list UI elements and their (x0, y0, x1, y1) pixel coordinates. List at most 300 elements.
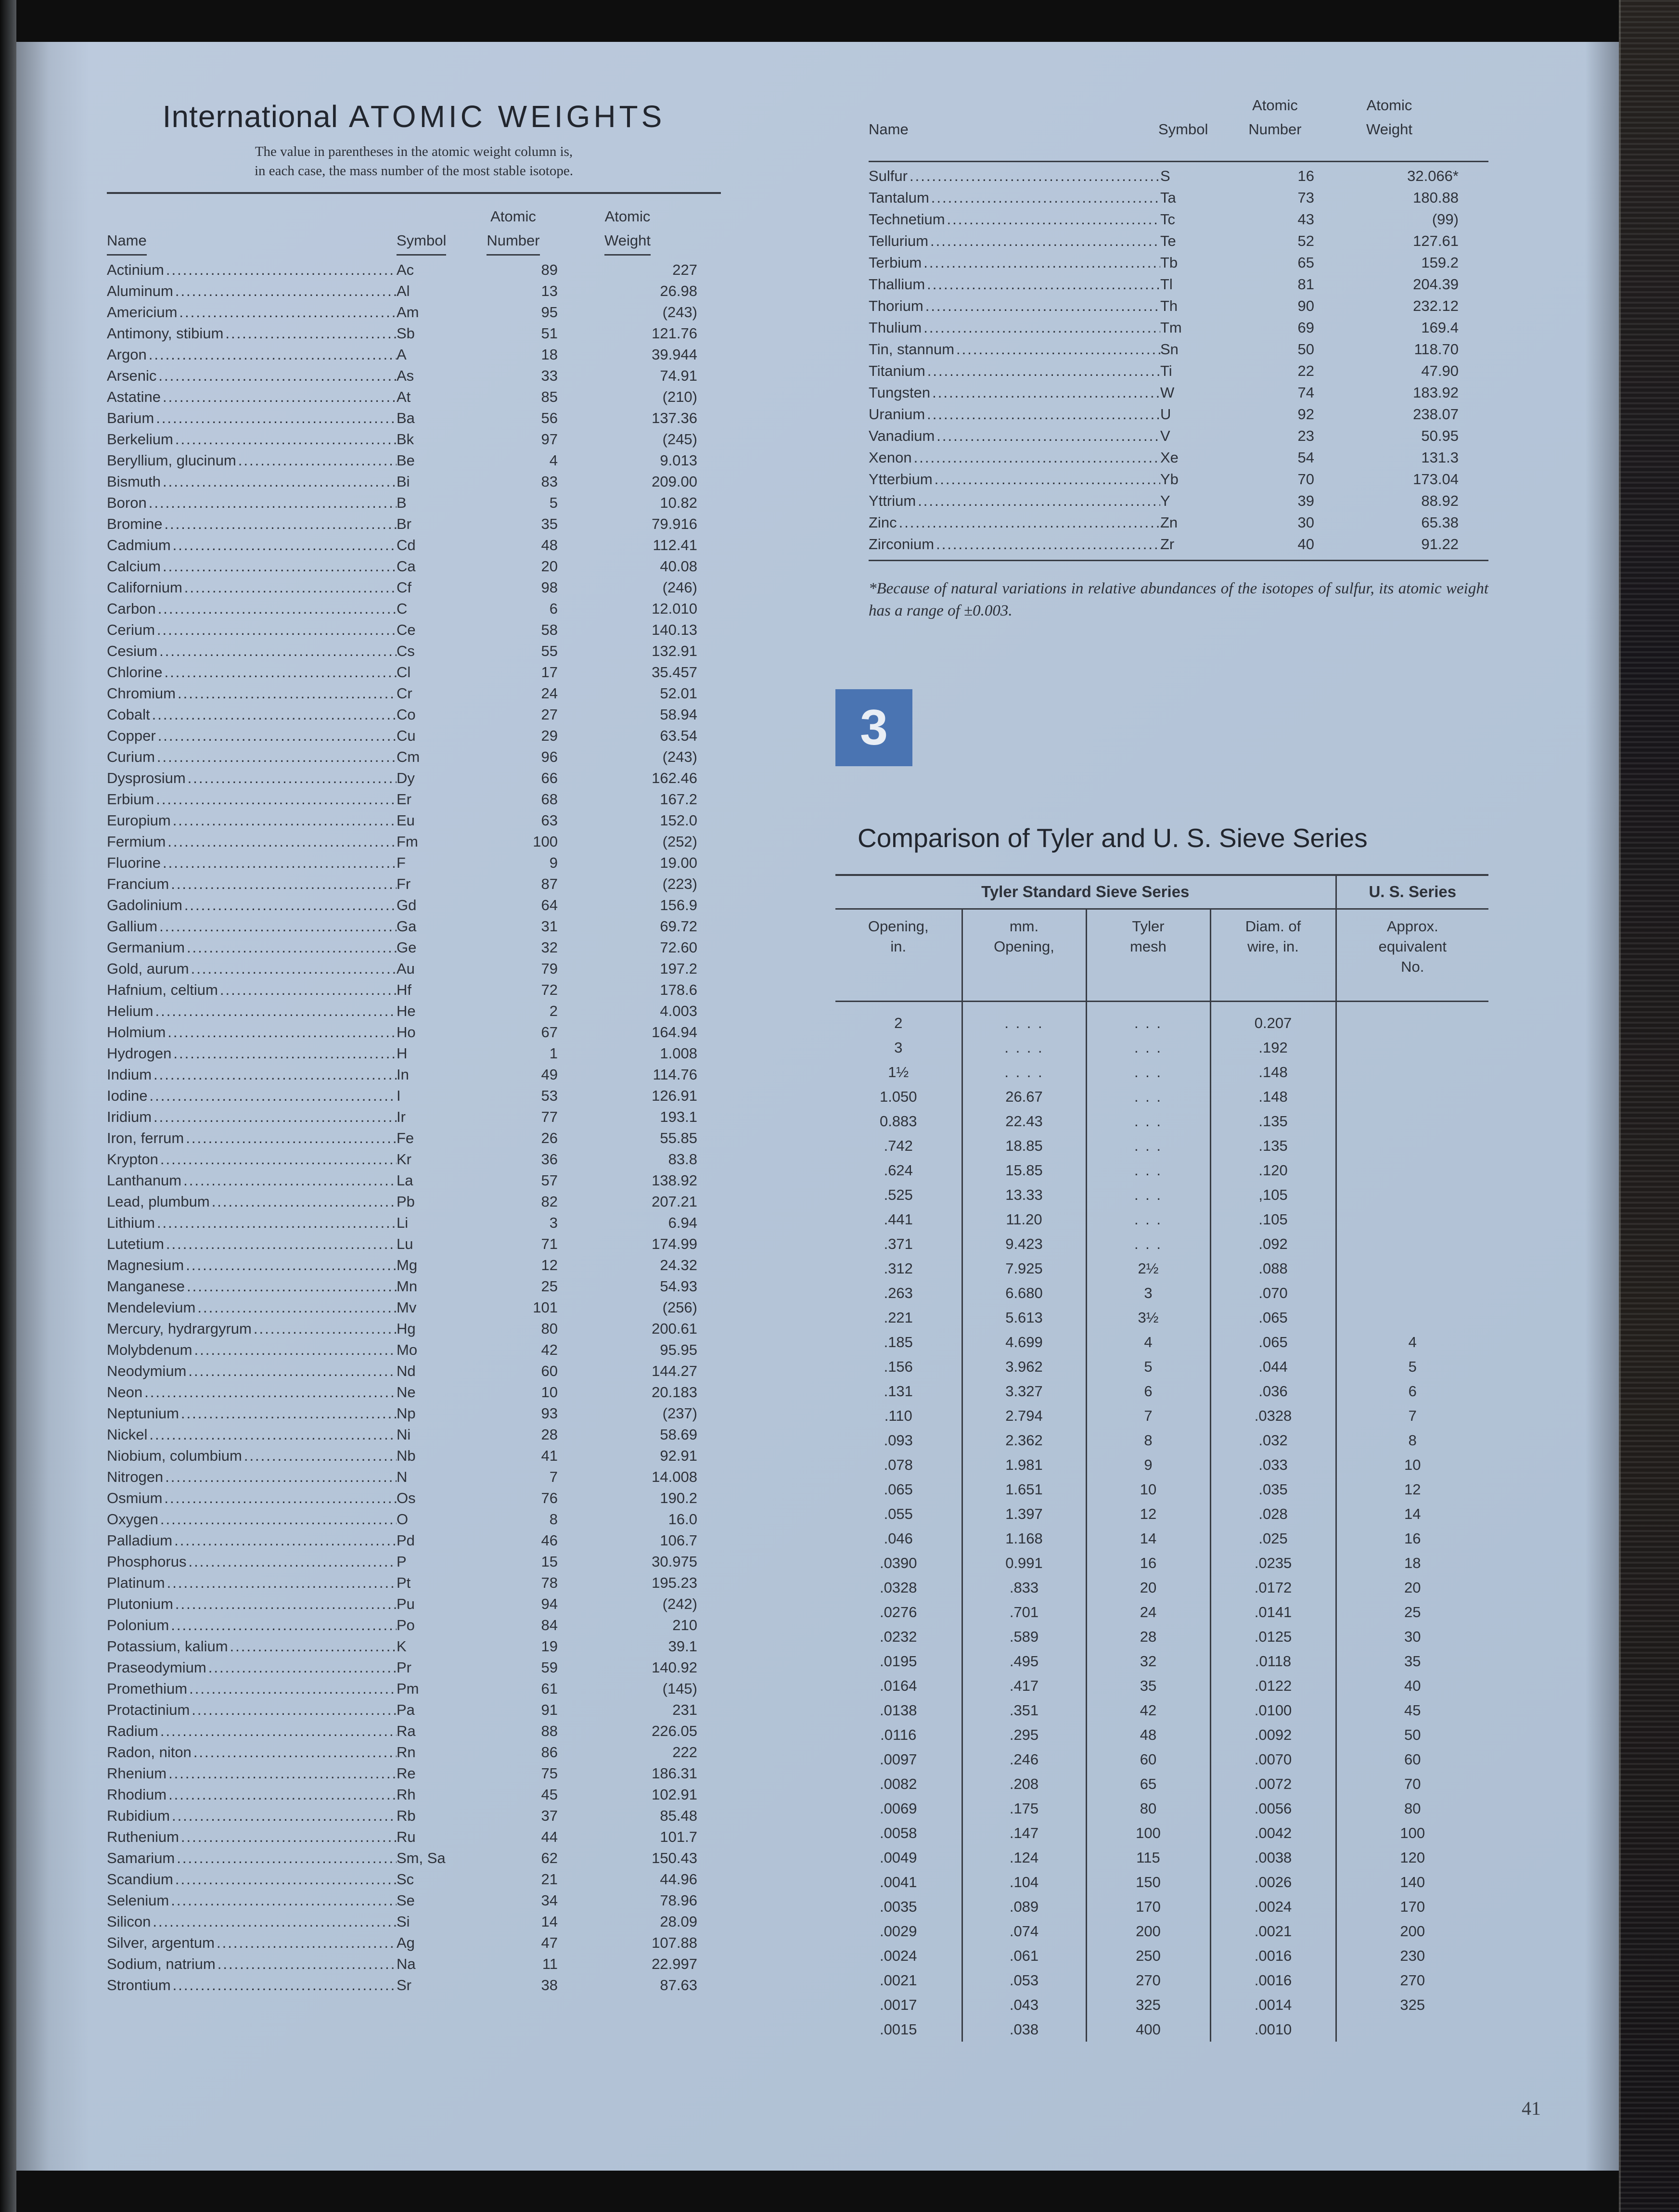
cell: Gd (397, 897, 417, 913)
cell: .028 (1210, 1502, 1336, 1526)
book-fore-edge (1619, 0, 1679, 2212)
table-row (869, 187, 1488, 208)
cell: Al (397, 283, 410, 299)
table-row (107, 1805, 721, 1826)
table-row (107, 746, 721, 768)
dot-leader (147, 1085, 397, 1106)
element-name-cell: Zirconium ..... (869, 533, 1160, 555)
cell: 17 (541, 664, 558, 681)
table-row (835, 1993, 1488, 2017)
cell: . . . (1086, 1001, 1210, 1035)
cell: .036 (1210, 1379, 1336, 1403)
table-row (107, 725, 721, 746)
element-name-cell: Promethium ..... (107, 1678, 397, 1699)
element-name-cell: Lutetium ..... (107, 1234, 397, 1255)
cell: 127.61 (1413, 232, 1459, 249)
cell: .053 (962, 1968, 1086, 1993)
cell: 200.61 (652, 1320, 697, 1337)
cell: Cm (397, 748, 420, 765)
table-row (869, 273, 1488, 295)
dot-leader (162, 514, 397, 535)
cell: 156.9 (660, 897, 697, 913)
cell (1336, 1060, 1488, 1084)
cell: .089 (962, 1894, 1086, 1919)
element-name-cell: Thorium ..... (869, 295, 1160, 317)
cell: 80 (541, 1320, 558, 1337)
table-row (869, 447, 1488, 468)
cell: 56 (541, 410, 558, 426)
cell: 174.99 (652, 1235, 697, 1252)
table-row (107, 1318, 721, 1339)
table-row (107, 1466, 721, 1488)
cell: F (397, 854, 406, 871)
cell: 186.31 (652, 1765, 697, 1782)
cell: 9.423 (962, 1232, 1086, 1256)
cell: 270 (1086, 1968, 1210, 1993)
table-row (107, 1276, 721, 1297)
cell: 27 (541, 706, 558, 723)
element-name-cell: Holmium ..... (107, 1022, 397, 1043)
cell: 45 (541, 1786, 558, 1803)
table-row (869, 360, 1488, 382)
table-row (107, 1191, 721, 1212)
cell: 43 (1297, 211, 1314, 228)
cell: 58.94 (660, 706, 697, 723)
cell: 58 (541, 621, 558, 638)
cell: 178.6 (660, 981, 697, 998)
cell: Si (397, 1913, 410, 1930)
cell: 23 (1297, 427, 1314, 444)
cell: .055 (884, 1505, 913, 1522)
cell: (245) (662, 431, 697, 448)
table-row (107, 1572, 721, 1594)
table-row (869, 425, 1488, 447)
cell: 150.43 (652, 1850, 697, 1866)
dot-leader (162, 662, 397, 683)
cell: 88.92 (1421, 492, 1459, 509)
cell: .0056 (1210, 1796, 1336, 1821)
cell: 47 (541, 1934, 558, 1951)
dot-leader (916, 490, 1160, 512)
tyler-series-header: Tyler Standard Sieve Series (835, 875, 1336, 909)
table-row (835, 1526, 1488, 1551)
table-row (107, 492, 721, 514)
cell: 95 (541, 304, 558, 321)
table-row (835, 1379, 1488, 1403)
cell: .147 (962, 1821, 1086, 1845)
element-name-cell: Iron, ferrum ..... (107, 1128, 397, 1149)
element-name-cell: Rhodium ..... (107, 1784, 397, 1805)
element-name-cell: Palladium ..... (107, 1530, 397, 1551)
cell: 4.699 (962, 1330, 1086, 1354)
table-row (835, 1354, 1488, 1379)
table-row (107, 1721, 721, 1742)
sieve-section-title: Comparison of Tyler and U. S. Sieve Series (858, 823, 1368, 853)
dot-leader (186, 768, 397, 789)
dot-leader (147, 344, 397, 365)
cell: Mo (397, 1341, 418, 1358)
cell: .417 (962, 1673, 1086, 1698)
element-name-cell: Hafnium, celtium ..... (107, 979, 397, 1001)
cell: Rh (397, 1786, 416, 1803)
cell: N (397, 1468, 408, 1485)
cell: 89 (541, 261, 558, 278)
cell: Sc (397, 1871, 414, 1888)
table-row (869, 490, 1488, 512)
cell: Nd (397, 1363, 416, 1379)
element-name-cell: Thallium ..... (869, 273, 1160, 295)
cell: Pu (397, 1595, 415, 1612)
cell: .0141 (1210, 1600, 1336, 1624)
dot-leader (186, 1361, 397, 1382)
table-row (869, 403, 1488, 425)
table-row (107, 1064, 721, 1085)
cell: 159.2 (1421, 254, 1459, 271)
cell: .135 (1210, 1109, 1336, 1133)
atomic-weights-subtitle (107, 142, 721, 180)
column-header: mm. Opening, (962, 909, 1086, 1001)
element-name-cell: Lanthanum ..... (107, 1170, 397, 1191)
cell: .351 (962, 1698, 1086, 1723)
table-row (107, 1615, 721, 1636)
cell: 12 (1336, 1477, 1488, 1502)
cell: Cs (397, 643, 415, 659)
cell: 1.397 (962, 1502, 1086, 1526)
table-row (835, 1551, 1488, 1575)
cell: Ca (397, 558, 416, 575)
dot-leader (210, 1191, 397, 1212)
dot-leader (175, 1848, 397, 1869)
cell: 162.46 (652, 770, 697, 786)
cell: 73 (1297, 189, 1314, 206)
dot-leader (177, 302, 397, 323)
atomic-table-right-body (869, 165, 1488, 560)
element-name-cell: Scandium ..... (107, 1869, 397, 1890)
cell: 60 (1336, 1747, 1488, 1772)
element-name-cell: Cerium ..... (107, 619, 397, 641)
element-name-cell: Gallium ..... (107, 916, 397, 937)
cell: 79 (541, 960, 558, 977)
cell: Mn (397, 1278, 418, 1295)
element-name-cell: Lithium ..... (107, 1212, 397, 1234)
cell: 74.91 (660, 367, 697, 384)
cell: 1.050 (879, 1088, 917, 1105)
table-row (107, 1445, 721, 1466)
cell: Ga (397, 918, 417, 935)
cell: .0010 (1210, 2017, 1336, 2042)
cell: (145) (662, 1680, 697, 1697)
table-row (869, 533, 1488, 555)
element-name-cell: Mendelevium ..... (107, 1297, 397, 1318)
table-row (835, 1109, 1488, 1133)
cell: O (397, 1511, 409, 1528)
cell: .035 (1210, 1477, 1336, 1502)
cell: 26 (541, 1130, 558, 1146)
element-name-cell: Radon, niton ..... (107, 1742, 397, 1763)
table-row (107, 1509, 721, 1530)
cell: 112.41 (653, 537, 697, 553)
cell: 9 (1086, 1453, 1210, 1477)
cell: .0138 (879, 1701, 917, 1719)
cell: 29 (541, 727, 558, 744)
table-row (107, 1106, 721, 1128)
cell: .175 (962, 1796, 1086, 1821)
cell: .078 (884, 1456, 913, 1473)
cell: .065 (1210, 1330, 1336, 1354)
cell: .371 (884, 1235, 913, 1252)
dot-leader (171, 810, 397, 831)
cell: 20 (1336, 1575, 1488, 1600)
cell: .0041 (879, 1873, 917, 1890)
cell: Te (1160, 232, 1176, 249)
table-row (835, 1207, 1488, 1232)
cell: Y (1160, 492, 1170, 509)
element-name-cell: Strontium ..... (107, 1975, 397, 1996)
element-name-cell: Indium ..... (107, 1064, 397, 1085)
dot-leader (169, 1615, 397, 1636)
cell: 30.975 (652, 1553, 697, 1570)
dot-leader (157, 916, 397, 937)
dot-leader (185, 937, 397, 958)
column-header-atomic-number: Atomic Number (469, 205, 558, 256)
dot-leader (156, 598, 397, 619)
element-name-cell: Erbium ..... (107, 789, 397, 810)
cell: 0.883 (879, 1112, 917, 1130)
dot-leader (195, 1297, 397, 1318)
cell: 270 (1336, 1968, 1488, 1993)
cell: Zn (1160, 514, 1178, 531)
cell: .0049 (879, 1849, 917, 1866)
element-name-cell: Osmium ..... (107, 1488, 397, 1509)
dot-leader (216, 1954, 397, 1975)
table-row (835, 1796, 1488, 1821)
dot-leader (161, 556, 397, 577)
table-row (107, 598, 721, 619)
table-row (107, 1932, 721, 1954)
cell: 5 (1086, 1354, 1210, 1379)
table-row (869, 317, 1488, 338)
dot-leader (152, 1106, 397, 1128)
table-row (835, 1673, 1488, 1698)
cell: 20.183 (652, 1384, 697, 1401)
cell: 63 (541, 812, 558, 829)
cell: 28.09 (660, 1913, 697, 1930)
cell: Sm, Sa (397, 1850, 446, 1866)
cell: Pt (397, 1574, 411, 1591)
divider-rule (107, 192, 721, 194)
cell: 33 (541, 367, 558, 384)
cell: Ra (397, 1723, 416, 1739)
table-row (107, 1742, 721, 1763)
cell: Fe (397, 1130, 414, 1146)
cell: 86 (541, 1744, 558, 1761)
cell: Ni (397, 1426, 411, 1443)
cell: 200 (1336, 1919, 1488, 1943)
cell: 120 (1336, 1845, 1488, 1870)
table-row (835, 1968, 1488, 1993)
element-name-cell: Silicon ..... (107, 1911, 397, 1932)
cell: A (397, 346, 407, 363)
cell: 7.925 (962, 1256, 1086, 1281)
cell: 32.066* (1407, 167, 1459, 184)
cell: (99) (1432, 211, 1459, 228)
table-row (869, 208, 1488, 230)
table-row (107, 789, 721, 810)
table-row (107, 344, 721, 365)
cell: 14 (541, 1913, 558, 1930)
cell: Bi (397, 473, 410, 490)
cell: 3.327 (962, 1379, 1086, 1403)
dot-leader (173, 1594, 397, 1615)
cell: 140.13 (652, 621, 697, 638)
cell: Tb (1160, 254, 1178, 271)
cell: 8 (1336, 1428, 1488, 1453)
table-row (107, 641, 721, 662)
element-name-cell: Cobalt ..... (107, 704, 397, 725)
cell: 12 (1086, 1502, 1210, 1526)
cell: 72 (541, 981, 558, 998)
sulfur-footnote: *Because of natural variations in relative abundances of the isotopes of sulfur, its atomic weight has a range of ±0.003. (869, 580, 1488, 619)
cell: Ge (397, 939, 417, 956)
cell: Fm (397, 833, 418, 850)
element-name-cell: Californium ..... (107, 577, 397, 598)
cell: Lu (397, 1235, 413, 1252)
cell: 91 (541, 1701, 558, 1718)
table-row (869, 165, 1488, 187)
table-bottom-rule (869, 560, 1488, 561)
table-row (107, 1085, 721, 1106)
cell: 60 (541, 1363, 558, 1379)
cell: 41 (541, 1447, 558, 1464)
cell: 50.95 (1421, 427, 1459, 444)
cell: Hf (397, 981, 411, 998)
cell: 11.20 (962, 1207, 1086, 1232)
cell: .624 (884, 1161, 913, 1179)
cell: .263 (884, 1284, 913, 1301)
cell: 2 (894, 1015, 903, 1032)
cell: Cu (397, 727, 416, 744)
table-row (835, 1600, 1488, 1624)
element-name-cell: Cadmium ..... (107, 535, 397, 556)
cell (1336, 1305, 1488, 1330)
cell: Pb (397, 1193, 415, 1210)
cell: 101.7 (660, 1828, 697, 1845)
cell: 84 (541, 1617, 558, 1633)
cell: 10 (1086, 1477, 1210, 1502)
cell: 66 (541, 770, 558, 786)
cell: Eu (397, 812, 415, 829)
element-name-cell: Samarium ..... (107, 1848, 397, 1869)
cell: .0021 (1210, 1919, 1336, 1943)
table-row (835, 1133, 1488, 1158)
cell: 1.168 (962, 1526, 1086, 1551)
cell: .0195 (879, 1652, 917, 1670)
dot-leader (173, 1869, 397, 1890)
table-row (835, 1183, 1488, 1207)
cell: 50 (1297, 341, 1314, 358)
cell: 91.22 (1421, 536, 1459, 553)
cell: (243) (662, 304, 697, 321)
cell: 49 (541, 1066, 558, 1083)
column-header-atomic-weight: Atomic Weight (558, 205, 697, 256)
cell: 22 (1297, 362, 1314, 379)
cell: 150 (1086, 1870, 1210, 1894)
dot-leader (186, 1551, 397, 1572)
cell: 14 (1336, 1502, 1488, 1526)
element-name-cell: Fermium ..... (107, 831, 397, 852)
cell: 24.32 (660, 1257, 697, 1273)
dot-leader (163, 1466, 397, 1488)
cell: Xe (1160, 449, 1179, 466)
element-name-cell: Oxygen ..... (107, 1509, 397, 1530)
element-name-cell: Helium ..... (107, 1001, 397, 1022)
element-name-cell: Neodymium ..... (107, 1361, 397, 1382)
cell: 46 (541, 1532, 558, 1549)
cell: .0024 (1210, 1894, 1336, 1919)
table-row (835, 1035, 1488, 1060)
cell: 6 (549, 600, 558, 617)
dot-leader (912, 447, 1160, 468)
cell: 16 (1086, 1551, 1210, 1575)
element-name-cell: Gold, aurum ..... (107, 958, 397, 979)
cell: 92.91 (660, 1447, 697, 1464)
cell: 88 (541, 1723, 558, 1739)
table-row (107, 683, 721, 704)
cell: 0.207 (1210, 1001, 1336, 1035)
cell: 6 (1086, 1379, 1210, 1403)
element-name-cell: Rubidium ..... (107, 1805, 397, 1826)
cell: 80 (1336, 1796, 1488, 1821)
atomic-weights-continued (869, 93, 1488, 622)
cell (1336, 1183, 1488, 1207)
cell: 164.94 (652, 1024, 697, 1041)
cell: .131 (884, 1382, 913, 1400)
cell: 87 (541, 875, 558, 892)
cell: 92 (1297, 406, 1314, 423)
table-row (107, 259, 721, 281)
cell (1336, 1084, 1488, 1109)
cell: Pr (397, 1659, 411, 1676)
header-rule (869, 161, 1488, 162)
table-row (107, 768, 721, 789)
dot-leader (167, 1763, 397, 1784)
cell: 114.76 (653, 1066, 697, 1083)
element-name-cell: Arsenic ..... (107, 365, 397, 386)
dot-leader (164, 1234, 397, 1255)
cell: .046 (884, 1530, 913, 1547)
cell: . . . (1086, 1035, 1210, 1060)
element-name-cell: Mercury, hydrargyrum ..... (107, 1318, 397, 1339)
cell: 169.4 (1421, 319, 1459, 336)
cell: Tl (1160, 276, 1173, 293)
table-row (107, 916, 721, 937)
table-row (835, 1403, 1488, 1428)
table-row (107, 450, 721, 471)
cell: Ta (1160, 189, 1176, 206)
cell: 20 (541, 558, 558, 575)
cell: 12.010 (652, 600, 697, 617)
cell: 70 (1297, 471, 1314, 488)
element-name-cell: Lead, plumbum ..... (107, 1191, 397, 1212)
column-header-name: Name (107, 229, 397, 256)
table-row (107, 1848, 721, 1869)
element-name-cell: Plutonium ..... (107, 1594, 397, 1615)
table-row (107, 1530, 721, 1551)
cell: 65 (1297, 254, 1314, 271)
dot-leader (171, 535, 397, 556)
cell: 8 (549, 1511, 558, 1528)
cell: Sb (397, 325, 415, 342)
